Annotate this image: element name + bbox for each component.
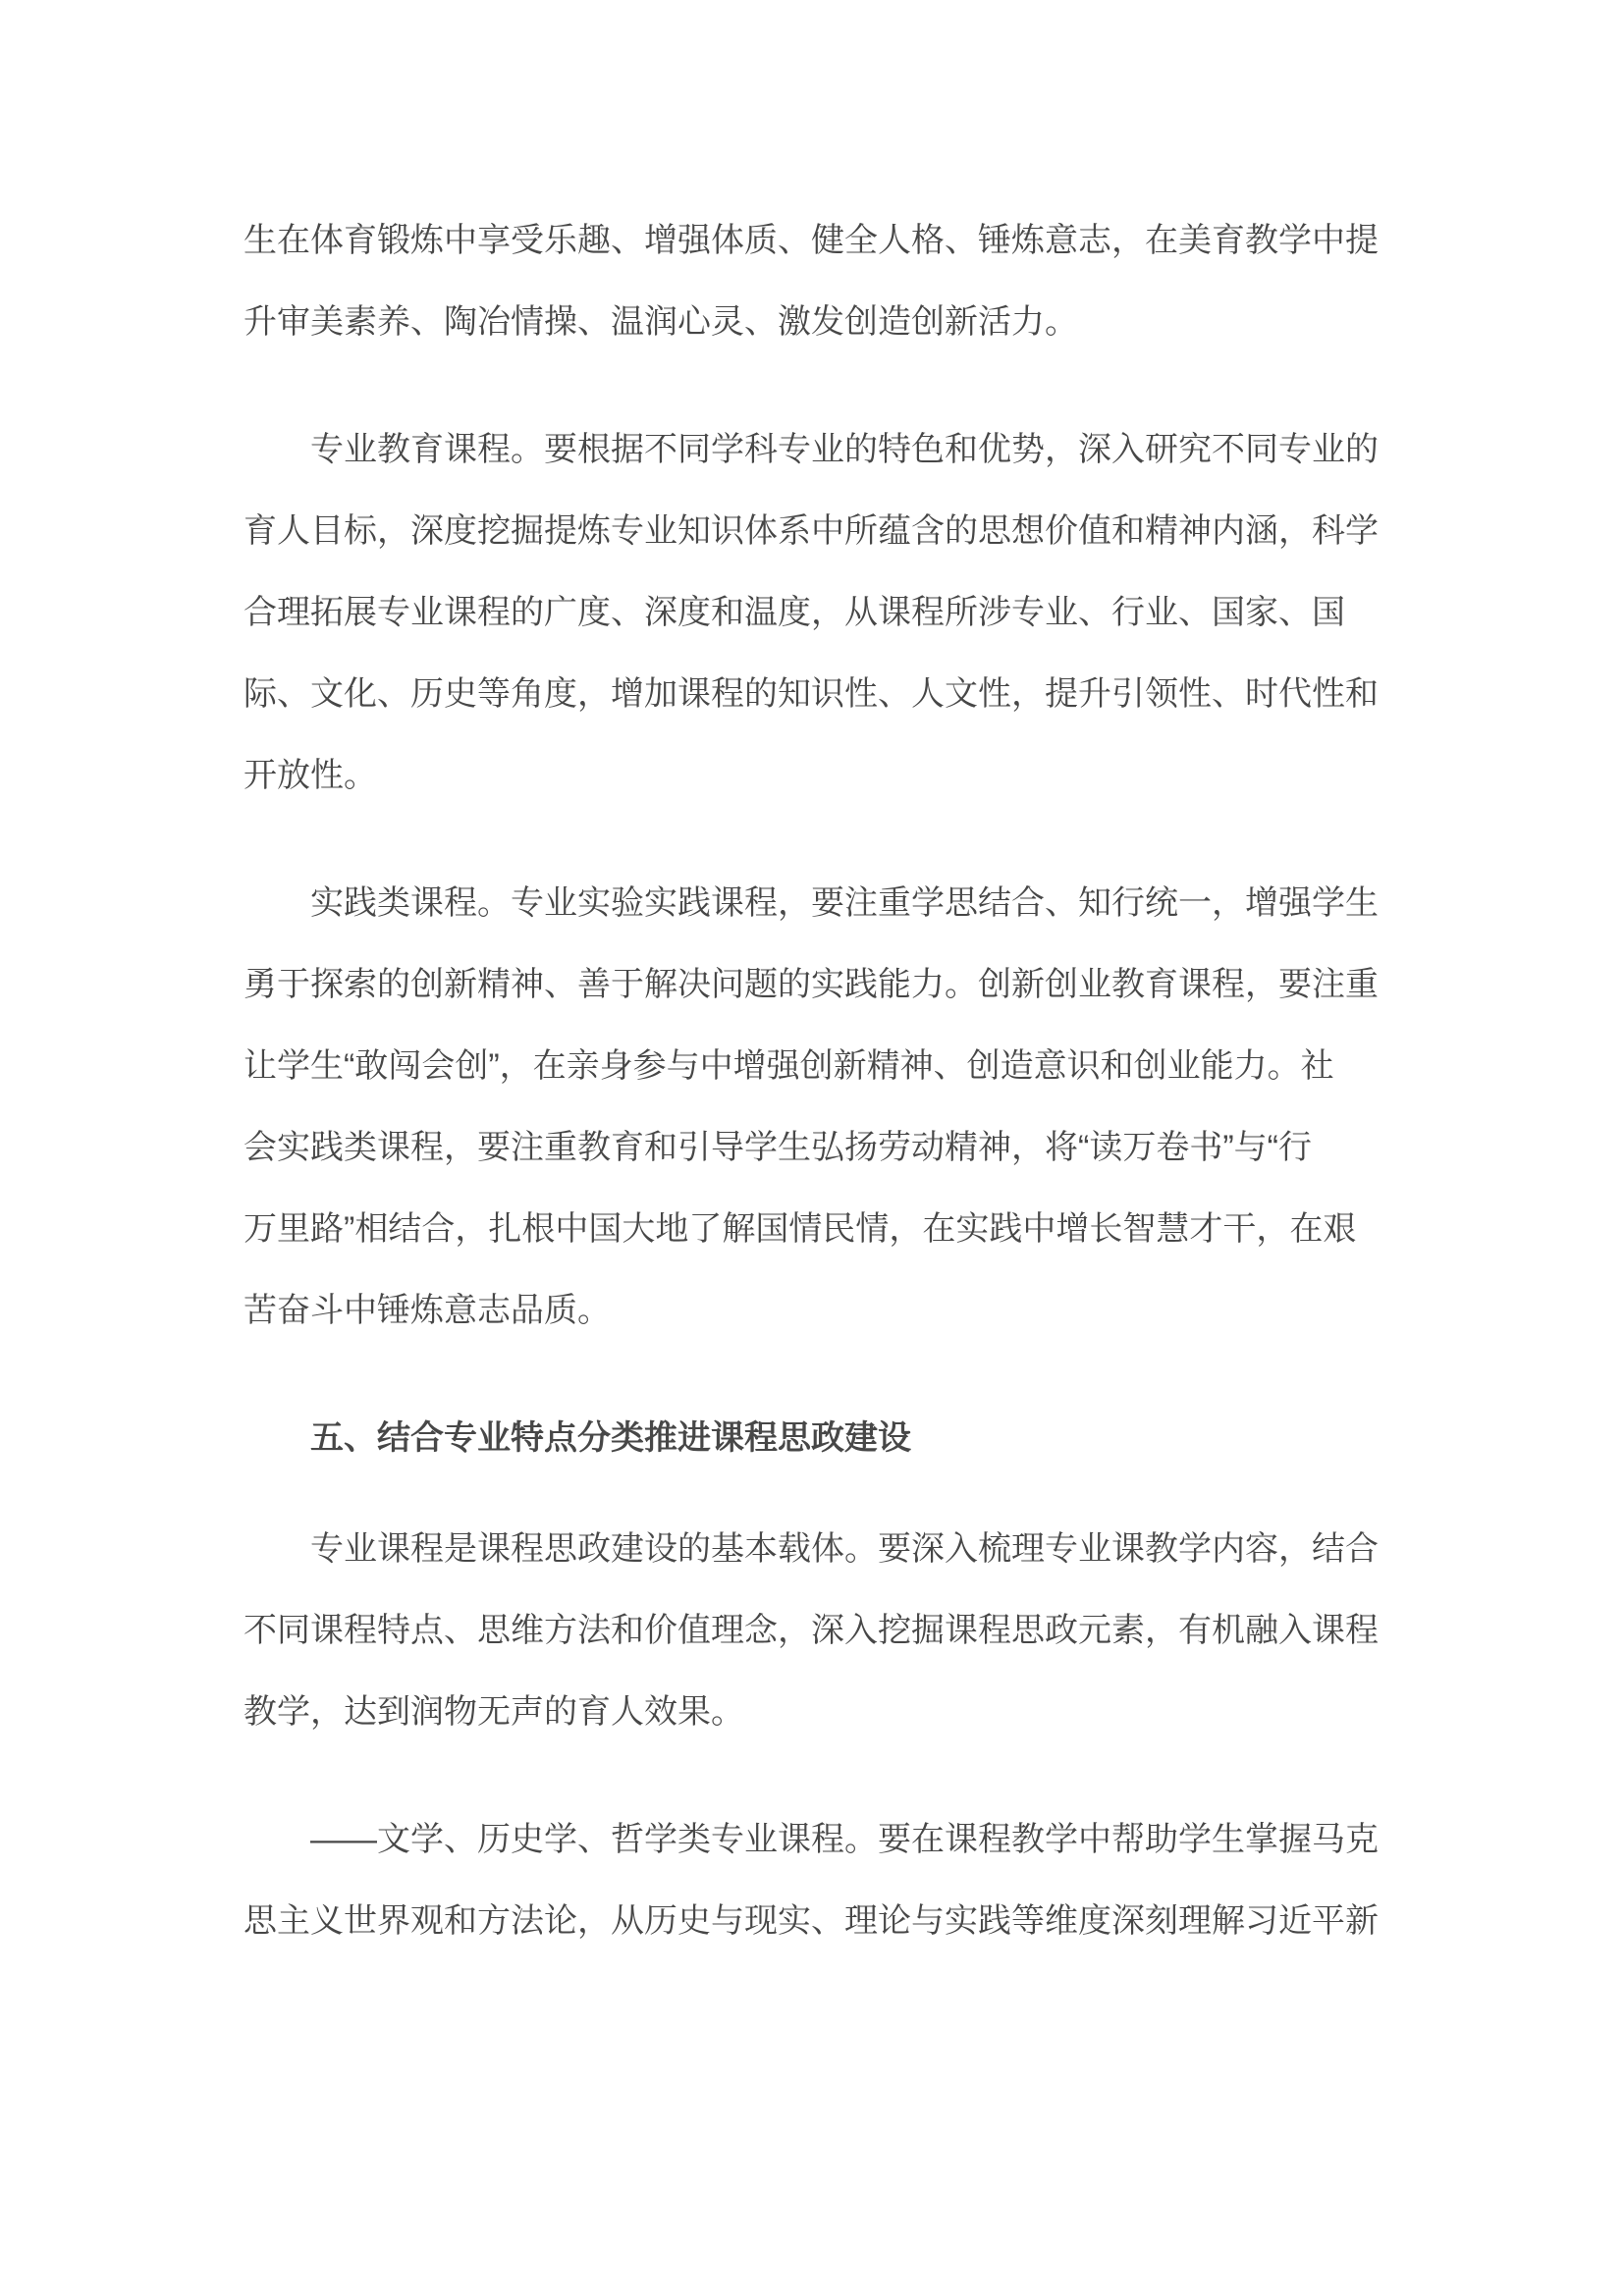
paragraph (244, 1509, 1382, 1753)
paragraph (244, 1799, 1382, 1962)
paragraph (244, 409, 1382, 817)
heading-text-line: 五、结合专业特点分类推进课程思政建设 (310, 1419, 911, 1457)
text-line: 教学，达到润物无声的育人效果。 (244, 1693, 744, 1731)
text-line: 勇于探索的创新精神、善于解决问题的实践能力。创新创业教育课程，要注重 (244, 966, 1379, 1003)
text-line: 思主义世界观和方法论，从历史与现实、理论与实践等维度深刻理解习近平新 (244, 1902, 1379, 1940)
text-line: 让学生“敢闯会创”，在亲身参与中增强创新精神、创造意识和创业能力。社 (244, 1047, 1334, 1085)
text-line: 开放性。 (244, 757, 377, 794)
text-line: 不同课程特点、思维方法和价值理念，深入挖掘课程思政元素，有机融入课程 (244, 1612, 1379, 1649)
text-line: 育人目标，深度挖掘提炼专业知识体系中所蕴含的思想价值和精神内涵，科学 (244, 512, 1379, 550)
text-line: 万里路”相结合，扎根中国大地了解国情民情，在实践中增长智慧才干，在艰 (244, 1210, 1357, 1248)
text-line: 专业教育课程。要根据不同学科专业的特色和优势，深入研究不同专业的 (310, 431, 1379, 468)
text-line: ——文学、历史学、哲学类专业课程。要在课程教学中帮助学生掌握马克 (310, 1821, 1379, 1858)
text-line: 实践类课程。专业实验实践课程，要注重学思结合、知行统一，增强学生 (310, 884, 1379, 922)
paragraph (244, 200, 1382, 363)
text-line: 专业课程是课程思政建设的基本载体。要深入梳理专业课教学内容，结合 (310, 1530, 1379, 1568)
text-line: 苦奋斗中锤炼意志品质。 (244, 1292, 611, 1329)
section-heading (244, 1398, 1382, 1479)
text-line: 合理拓展专业课程的广度、深度和温度，从课程所涉专业、行业、国家、国 (244, 594, 1345, 631)
paragraph (244, 863, 1382, 1352)
text-line: 生在体育锻炼中享受乐趣、增强体质、健全人格、锤炼意志，在美育教学中提 (244, 222, 1379, 259)
text-line: 际、文化、历史等角度，增加课程的知识性、人文性，提升引领性、时代性和 (244, 675, 1379, 713)
text-line: 升审美素养、陶冶情操、温润心灵、激发创造创新活力。 (244, 303, 1078, 341)
text-line: 会实践类课程，要注重教育和引导学生弘扬劳动精神，将“读万卷书”与“行 (244, 1129, 1312, 1166)
document-body (244, 200, 1382, 2008)
